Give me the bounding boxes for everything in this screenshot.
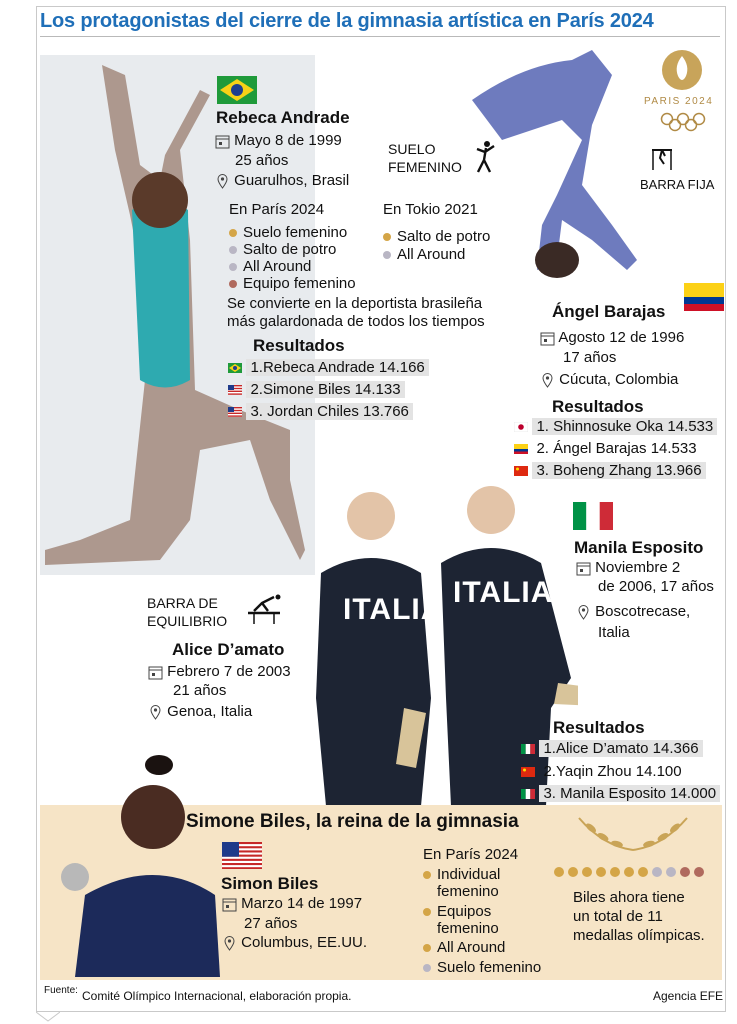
angel-gymnast-figure <box>462 45 642 285</box>
rebeca-tokio-title: En Tokio 2021 <box>383 201 478 218</box>
gold-medal-dot <box>423 908 431 916</box>
biles-medals-line3: medallas olímpicas. <box>573 927 705 944</box>
medal-dots-row <box>553 866 718 878</box>
angel-date: Agosto 12 de 1996 <box>558 329 685 346</box>
paris-2024-logo-icon <box>652 48 712 94</box>
manila-place-line1: Boscotrecase, <box>595 603 691 620</box>
brazil-flag-icon <box>228 363 242 373</box>
gold-medal-dot <box>554 867 564 877</box>
bronze-medal-dot <box>229 280 237 288</box>
biles-medals-line2: un total de 11 <box>573 908 663 925</box>
colombia-flag-icon <box>684 283 724 311</box>
rebeca-paris-item: All Around <box>229 258 311 276</box>
frame-pointer-icon <box>36 1010 60 1022</box>
calendar-icon <box>148 665 163 680</box>
biles-age: 27 años <box>244 915 298 932</box>
silver-medal-dot <box>652 867 662 877</box>
bronze-medal-dot <box>680 867 690 877</box>
biles-paris-item-cont: femenino <box>437 920 499 937</box>
rebeca-result-3: 3. Jordan Chiles 13.766 <box>246 403 412 420</box>
calendar-icon <box>215 134 230 149</box>
angel-place-row <box>540 371 678 389</box>
china-flag-icon <box>514 466 528 476</box>
italy-flag-icon <box>521 789 535 799</box>
angel-result-1: 1. Shinnosuke Oka 14.533 <box>532 418 717 435</box>
rebeca-result-row <box>228 358 429 377</box>
rebeca-paris-item: Suelo femenino <box>229 224 347 242</box>
alice-results-title: Resultados <box>553 718 645 737</box>
brazil-flag-icon <box>217 76 257 104</box>
rebeca-date-row <box>215 132 342 150</box>
alice-place-row <box>148 703 252 721</box>
rebeca-result-row <box>228 380 405 399</box>
italy-flag-icon <box>521 744 535 754</box>
rebeca-age: 25 años <box>235 152 289 169</box>
italy-flag-icon <box>573 502 613 530</box>
rebeca-result-1: 1.Rebeca Andrade 14.166 <box>246 359 428 376</box>
silver-medal-dot <box>383 251 391 259</box>
gold-medal-dot <box>582 867 592 877</box>
footer-source-label: Fuente: <box>44 985 78 996</box>
footer-agency: Agencia EFE <box>653 989 724 1003</box>
biles-heading: Simone Biles, la reina de la gimnasia <box>186 811 519 832</box>
silver-medal-dot <box>666 867 676 877</box>
china-flag-icon <box>521 767 535 777</box>
japan-flag-icon <box>514 422 528 432</box>
biles-place-row <box>222 934 367 952</box>
rebeca-date: Mayo 8 de 1999 <box>234 132 342 149</box>
gold-medal-dot <box>638 867 648 877</box>
bronze-medal-dot <box>694 867 704 877</box>
angel-place: Cúcuta, Colombia <box>559 371 679 388</box>
location-pin-icon <box>148 705 163 720</box>
alice-result-row <box>521 739 703 758</box>
silver-medal-dot <box>229 246 237 254</box>
rebeca-results-title: Resultados <box>253 336 345 355</box>
manila-place-line2: Italia <box>598 624 630 641</box>
calendar-icon <box>540 331 555 346</box>
gold-medal-dot <box>423 871 431 879</box>
rebeca-paris-title: En París 2024 <box>229 201 325 218</box>
alice-age: 21 años <box>173 682 227 699</box>
alice-result-2: 2.Yaqin Zhou 14.100 <box>543 763 682 780</box>
biles-medals-line1: Biles ahora tiene <box>573 889 685 906</box>
suelo-line1: SUELO <box>388 141 436 157</box>
biles-date: Marzo 14 de 1997 <box>241 895 363 912</box>
angel-result-row <box>514 417 717 436</box>
usa-flag-icon <box>222 842 262 869</box>
rebeca-tokio-item: All Around <box>383 246 465 264</box>
gold-medal-dot <box>229 229 237 237</box>
biles-paris-item: All Around <box>423 939 505 957</box>
biles-paris-item-cont: femenino <box>437 883 499 900</box>
manila-name: Manila Esposito <box>574 538 704 557</box>
alice-date: Febrero 7 de 2003 <box>167 663 291 680</box>
alice-place: Genoa, Italia <box>167 703 253 720</box>
rebeca-paris-item: Equipo femenino <box>229 275 356 293</box>
gold-medal-dot <box>383 233 391 241</box>
alice-result-1: 1.Alice D’amato 14.366 <box>539 740 702 757</box>
gold-medal-dot <box>423 944 431 952</box>
italia-jersey-text-1: ITALIA <box>343 593 444 626</box>
rebeca-result-2: 2.Simone Biles 14.133 <box>246 381 404 398</box>
rebeca-note-line1: Se convierte en la deportista brasileña <box>227 295 483 312</box>
biles-name: Simon Biles <box>221 874 319 893</box>
location-pin-icon <box>222 936 237 951</box>
angel-name: Ángel Barajas <box>552 302 666 321</box>
barra-fija-label: BARRA FIJA <box>640 177 715 192</box>
location-pin-icon <box>576 605 591 620</box>
gold-medal-dot <box>568 867 578 877</box>
colombia-flag-icon <box>514 444 528 454</box>
calendar-icon <box>576 561 591 576</box>
suelo-line2: FEMENINO <box>388 159 462 175</box>
high-bar-icon <box>650 148 674 172</box>
alice-result-3: 3. Manila Esposito 14.000 <box>539 785 720 802</box>
angel-result-3: 3. Boheng Zhang 13.966 <box>532 462 705 479</box>
barra-equilibrio-line2: EQUILIBRIO <box>147 613 228 629</box>
manila-date-line2: de 2006, 17 años <box>598 578 714 595</box>
barra-equilibrio-line1: BARRA DE <box>147 595 218 611</box>
location-pin-icon <box>540 373 555 388</box>
rebeca-place-row <box>215 172 349 190</box>
manila-date-line1: Noviembre 2 <box>595 559 681 576</box>
rebeca-name: Rebeca Andrade <box>216 108 350 127</box>
paris-2024-logo-text: PARIS 2024 <box>644 96 714 107</box>
gold-medal-dot <box>596 867 606 877</box>
manila-place-row <box>576 603 690 621</box>
biles-date-row <box>222 895 362 913</box>
rebeca-tokio-item: Salto de potro <box>383 228 490 246</box>
laurel-wreath-icon <box>573 812 693 854</box>
gold-medal-dot <box>610 867 620 877</box>
calendar-icon <box>222 897 237 912</box>
rebeca-result-row <box>228 402 413 421</box>
italia-jersey-text-2: ITALIA <box>453 576 554 609</box>
gold-medal-dot <box>624 867 634 877</box>
angel-age: 17 años <box>563 349 617 366</box>
angel-result-row <box>514 439 701 458</box>
biles-paris-item: Suelo femenino <box>423 959 541 977</box>
page-title: Los protagonistas del cierre de la gimnasia artística en París 2024 <box>40 10 654 32</box>
alice-result-row <box>521 762 686 781</box>
footer-source: Comité Olímpico Internacional, elaboración propia. <box>82 989 352 1003</box>
angel-results-title: Resultados <box>552 397 644 416</box>
silver-medal-dot <box>229 263 237 271</box>
alice-name: Alice D’amato <box>172 640 285 659</box>
manila-date-row <box>576 559 680 577</box>
balance-beam-icon <box>246 593 282 625</box>
rebeca-note-line2: más galardonada de todos los tiempos <box>227 313 485 330</box>
angel-date-row <box>540 329 684 347</box>
alice-result-row <box>521 784 720 803</box>
biles-paris-item: Equipos <box>423 903 491 921</box>
rebeca-place: Guarulhos, Brasil <box>234 172 350 189</box>
biles-place: Columbus, EE.UU. <box>241 934 368 951</box>
biles-paris-item: Individual <box>423 866 500 884</box>
usa-flag-icon <box>228 385 242 395</box>
biles-paris-title: En París 2024 <box>423 846 519 863</box>
olympic-rings-icon <box>660 112 706 132</box>
biles-photo-figure <box>45 755 220 977</box>
location-pin-icon <box>215 174 230 189</box>
silver-medal-dot <box>423 964 431 972</box>
rebeca-paris-item: Salto de potro <box>229 241 336 259</box>
usa-flag-icon <box>228 407 242 417</box>
title-rule <box>40 36 720 37</box>
angel-result-2: 2. Ángel Barajas 14.533 <box>536 440 697 457</box>
alice-date-row <box>148 663 291 681</box>
